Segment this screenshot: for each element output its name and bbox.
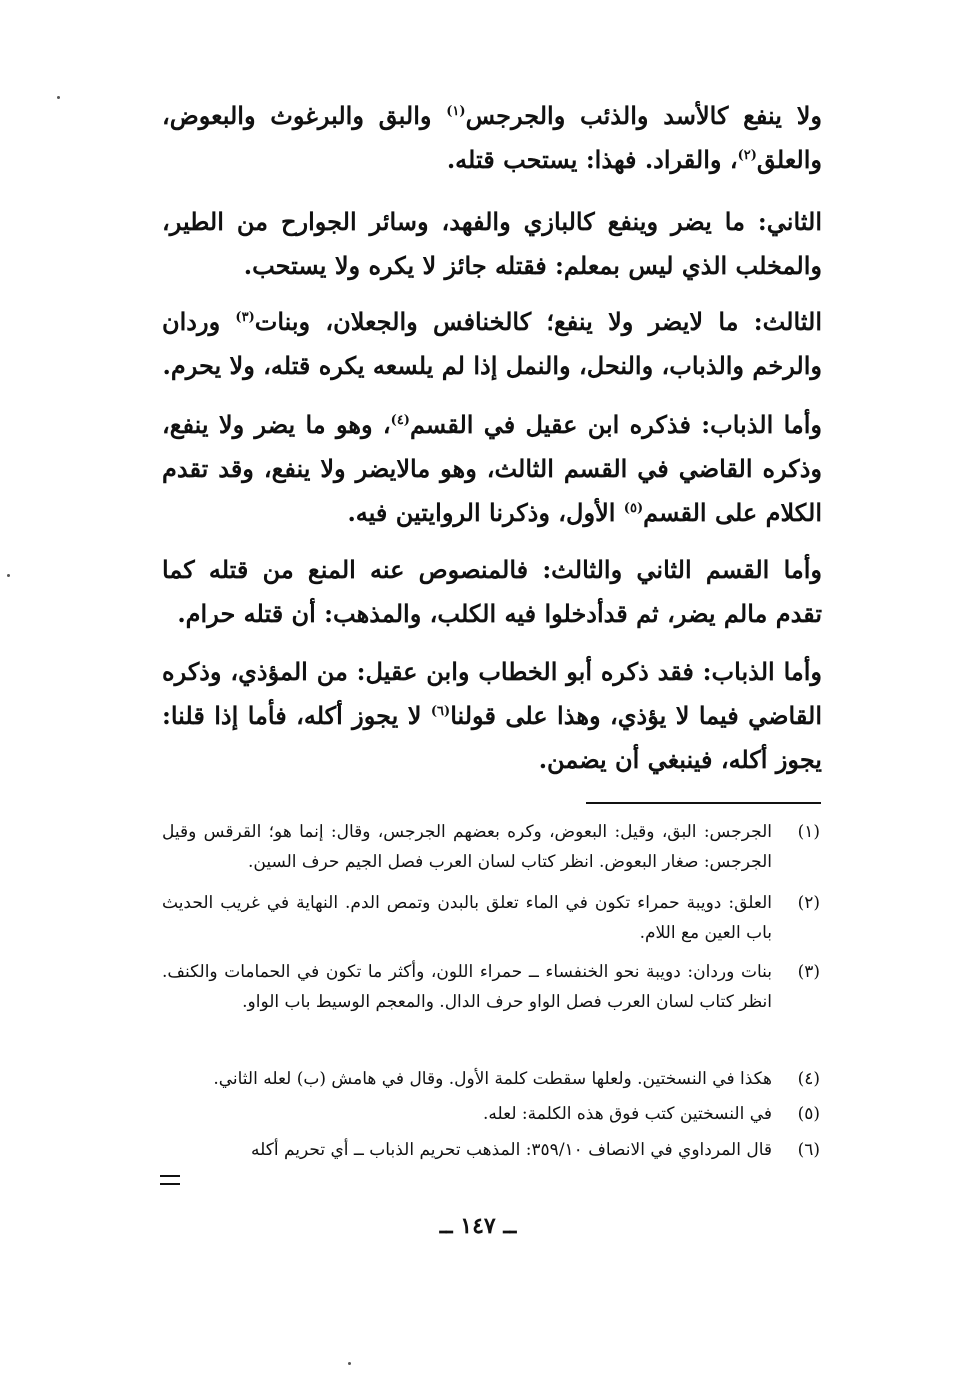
footnote-6 <box>162 1135 820 1165</box>
text-run: ، وهو ما يضر ولا ينفع، وذكره القاضي في القسم الثالث، وهو مالايضر ولا ينفع، وقد تقدم الكلام على القسم <box>162 410 822 527</box>
text-run: ولا ينفع كالأسد والذئب والجرجس <box>465 101 822 130</box>
footnote-5 <box>162 1099 820 1129</box>
footnote-number: (٤) <box>797 1069 820 1089</box>
text-run: الأول، وذكرنا الروايتين فيه. <box>347 498 624 527</box>
text-run: الثالث: ما لايضر ولا ينفع؛ كالخنافس والجعلان، وبنات <box>254 307 823 336</box>
footnote-text: العلق: دويبة حمراء تكون في الماء تعلق بالبدن وتمص الدم. النهاية في غريب الحديث باب العين مع اللام. <box>162 893 772 943</box>
paragraph-4 <box>162 403 822 535</box>
footnote-ref[interactable]: (٢) <box>737 148 757 163</box>
scan-speck <box>348 1362 351 1365</box>
footnote-text: هكذا في النسختين. ولعلها سقطت كلمة الأول. وقال في هامش (ب) لعله الثاني. <box>213 1069 772 1089</box>
footnote-ref[interactable]: (٥) <box>623 501 644 516</box>
scan-speck <box>7 574 10 577</box>
paragraph-3 <box>162 300 822 388</box>
paragraph-1 <box>162 94 822 182</box>
footnote-4 <box>162 1064 820 1094</box>
footnote-1 <box>162 817 820 877</box>
footnote-text: قال المرداوي في الانصاف ٣٥٩/١٠: المذهب تحريم الذباب ــ أي تحريم أكله <box>251 1140 772 1160</box>
text-run: وأما القسم الثاني والثالث: فالمنصوص عنه المنع من قتله كما تقدم مالم يضر، ثم قدأدخلوا فيه الكلب، والمذهب: أن قتله حرام. <box>162 555 822 628</box>
paragraph-6 <box>162 650 822 782</box>
footnote-number: (٢) <box>797 893 820 913</box>
footnote-ref[interactable]: (١) <box>446 104 466 119</box>
text-run: الثاني: ما يضر وينفع كالبازي والفهد، وسائر الجوارح من الطير، والمخلب الذي ليس بمعلم: فقتله جائز لا يكره ولا يستحب. <box>162 207 822 280</box>
continuation-mark <box>160 1175 180 1185</box>
footnote-ref[interactable]: (٣) <box>235 310 255 325</box>
paragraph-2 <box>162 200 822 288</box>
footnote-number: (٦) <box>797 1140 820 1160</box>
page-number: ــ ١٤٧ ــ <box>439 1213 517 1239</box>
text-run: وردان والرخم والذباب، والنحل، والنمل إذا لم يلسعه يكره قتله، ولا يحرم. <box>162 307 822 380</box>
scan-speck <box>57 96 60 99</box>
paragraph-5 <box>162 548 822 636</box>
footnote-number: (١) <box>797 822 820 842</box>
footnote-number: (٥) <box>797 1104 820 1124</box>
text-run: ، والقراد. فهذا: يستحب قتله. <box>446 145 738 174</box>
footnote-ref[interactable]: (٦) <box>430 704 451 719</box>
footnote-3 <box>162 957 820 1017</box>
text-run: وأما الذباب: فذكره ابن عقيل في القسم <box>409 410 822 439</box>
text-run: والبق والبرغوث والبعوض، والعلق <box>162 101 822 174</box>
text-run: لا يجوز أكله، فأما إذا قلنا: يجوز أكله، فينبغي أن يضمن. <box>162 701 822 774</box>
footnote-text: في النسختين كتب فوق هذه الكلمة: لعله. <box>482 1104 772 1124</box>
text-run: وأما الذباب: فقد ذكره أبو الخطاب وابن عقيل: من المؤذي، وذكره القاضي فيما لا يؤذي، وهذا على قولنا <box>162 657 822 730</box>
footnote-ref[interactable]: (٤) <box>390 413 410 428</box>
footnote-separator <box>586 802 821 804</box>
footnote-text: بنات وردان: دويبة نحو الخنفساء ــ حمراء اللون، وأكثر ما تكون في الحمامات والكنف. انظر كتاب لسان العرب فصل الواو حرف الدال. والمعجم الوسيط باب الواو. <box>162 962 772 1012</box>
footnote-text: الجرجس: البق، وقيل: البعوض، وكره بعضهم الجرجس، وقال: إنما هو؛ القرقس وقيل الجرجس: صغار البعوض. انظر كتاب لسان العرب فصل الجيم حرف السين. <box>162 822 772 872</box>
footnote-number: (٣) <box>797 962 820 982</box>
footnote-2 <box>162 888 820 948</box>
